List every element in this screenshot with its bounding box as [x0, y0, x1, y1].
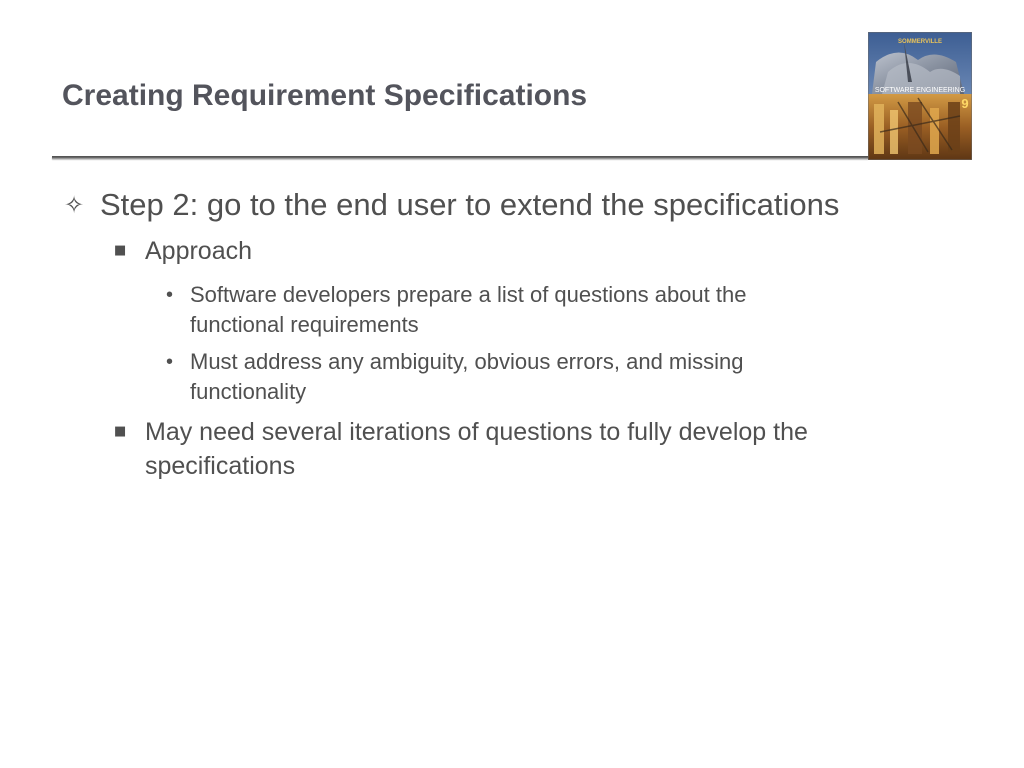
- bullet-iterations: [62, 415, 925, 483]
- four-point-star-outline-icon: ✧: [64, 191, 85, 219]
- bullet-approach: [62, 234, 925, 268]
- dot-bullet-icon: •: [166, 284, 174, 306]
- slide-title: Creating Requirement Specifications: [62, 79, 588, 112]
- dot-bullet-icon: •: [166, 351, 174, 373]
- title-divider: [52, 156, 868, 159]
- book-cover-author: SOMMERVILLE: [898, 39, 942, 45]
- book-cover-edition: 9: [961, 96, 969, 111]
- bullet-iterations-text: May need several iterations of questions to fully develop the specifications: [145, 418, 808, 480]
- square-bullet-icon: ■: [114, 243, 127, 258]
- book-cover-title: SOFTWARE ENGINEERING: [874, 87, 966, 94]
- book-cover-image: [868, 32, 972, 160]
- slide-body: [62, 186, 972, 491]
- bullet-approach-point: [62, 280, 830, 340]
- bullet-approach-text: Approach: [145, 237, 253, 265]
- bullet-approach-point-text: Must address any ambiguity, obvious errors, and missing functionality: [190, 349, 744, 404]
- bullet-step-2-text: Step 2: go to the end user to extend the specifications: [100, 187, 840, 222]
- square-bullet-icon: ■: [114, 424, 127, 439]
- bullet-approach-point-text: Software developers prepare a list of questions about the functional requirements: [190, 282, 747, 337]
- bullet-step-2: [62, 186, 972, 224]
- bullet-approach-point: [62, 347, 830, 407]
